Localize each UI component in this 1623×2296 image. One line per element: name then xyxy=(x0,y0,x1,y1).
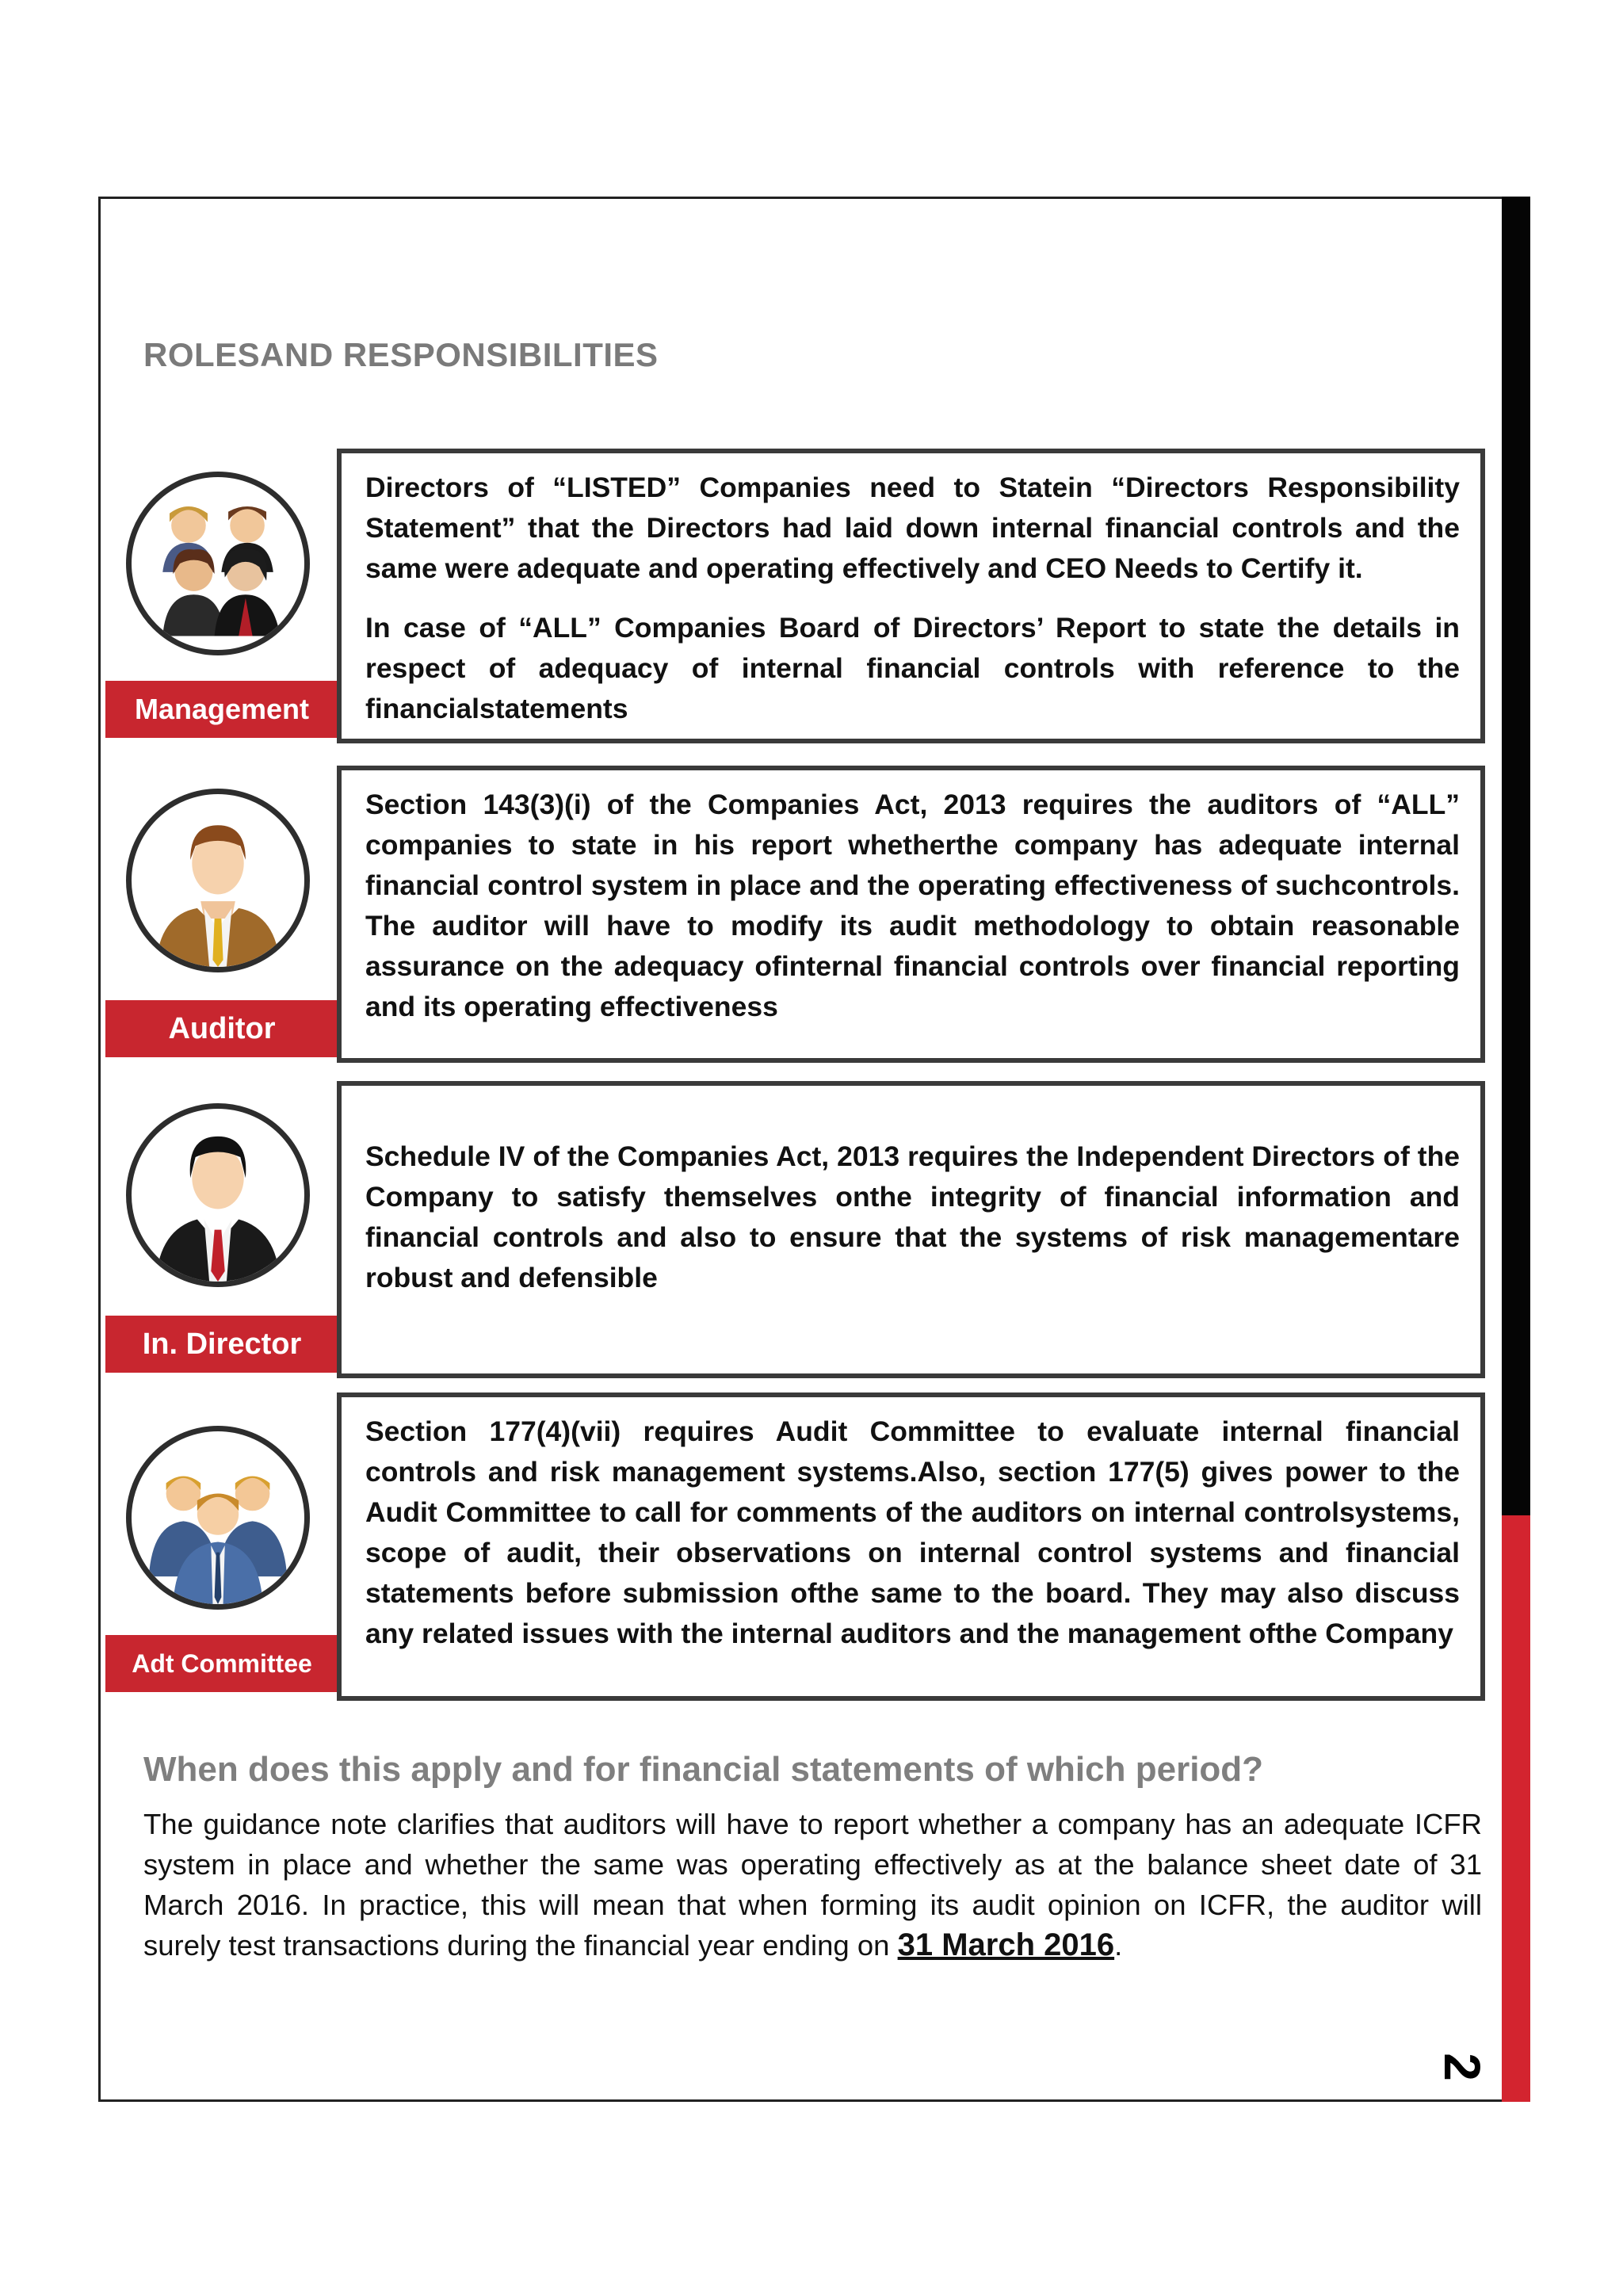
role-box-adt-committee xyxy=(337,1392,1485,1701)
role-text: In case of “ALL” Companies Board of Directors’ Report to state the details in respect of adequacy of internal financial controls with reference to the financialstatements xyxy=(365,612,1460,724)
sidebar-red-strip xyxy=(1502,1515,1530,2102)
committee-group-icon xyxy=(126,1426,310,1610)
role-label-in-director: In. Director xyxy=(105,1316,338,1373)
faq-body-text: The guidance note clarifies that auditors will have to report whether a company has an adequate ICFR system in place and whether the same was operating effectively as at the balance sheet date of 31 March 2016. In practice, this will mean that when forming its audit opinion on ICFR, the auditor will surely test transactions during the financial year ending on xyxy=(143,1808,1482,1962)
faq-date: 31 March 2016 xyxy=(897,1927,1115,1962)
role-text: Directors of “LISTED” Companies need to Statein “Directors Responsibility Statement” that the Directors had laid down internal financial controls and the same were adequate and operating effectively and CEO Needs to Certify it. xyxy=(365,472,1460,584)
role-label-adt-committee: Adt Committee xyxy=(105,1635,338,1692)
role-text: Section 177(4)(vii) requires Audit Committee to evaluate internal financial controls and risk management systems.Also, section 177(5) gives power to the Audit Committee to call for comments of the auditors on internal controlsystems, scope of audit, their observations on internal control systems and financial statements before submission ofthe same to the board. They may also discuss any related issues with the internal auditors and the management ofthe Company xyxy=(365,1415,1460,1649)
role-text: Section 143(3)(i) of the Companies Act, 2013 requires the auditors of “ALL” companies to state in his report whetherthe company has adequate internal financial control system in place and the operating effectiveness of suchcontrols. The auditor will have to modify its audit methodology to obtain reasonable assurance on the adequacy ofinternal financial controls over financial reporting and its operating effectiveness xyxy=(365,789,1460,1022)
group-people-icon xyxy=(126,472,310,655)
director-person-icon xyxy=(126,1103,310,1287)
auditor-person-icon xyxy=(126,789,310,972)
role-box-auditor xyxy=(337,766,1485,1063)
role-text: Schedule IV of the Companies Act, 2013 requires the Independent Directors of the Company to satisfy themselves onthe integrity of financial information and financial controls and also to ensure that the systems of risk managementare robust and defensible xyxy=(365,1140,1460,1293)
role-box-in-director xyxy=(337,1081,1485,1378)
page-title: ROLESAND RESPONSIBILITIES xyxy=(143,336,659,373)
role-label-auditor: Auditor xyxy=(105,1000,338,1057)
faq-body xyxy=(143,1804,1482,1966)
faq-heading: When does this apply and for financial statements of which period? xyxy=(143,1750,1264,1789)
role-label-management: Management xyxy=(105,681,338,738)
page-number: 2 xyxy=(1434,2053,1491,2081)
sidebar-black-strip xyxy=(1502,197,1530,1515)
role-box-management xyxy=(337,449,1485,743)
faq-end: . xyxy=(1114,1929,1123,1962)
